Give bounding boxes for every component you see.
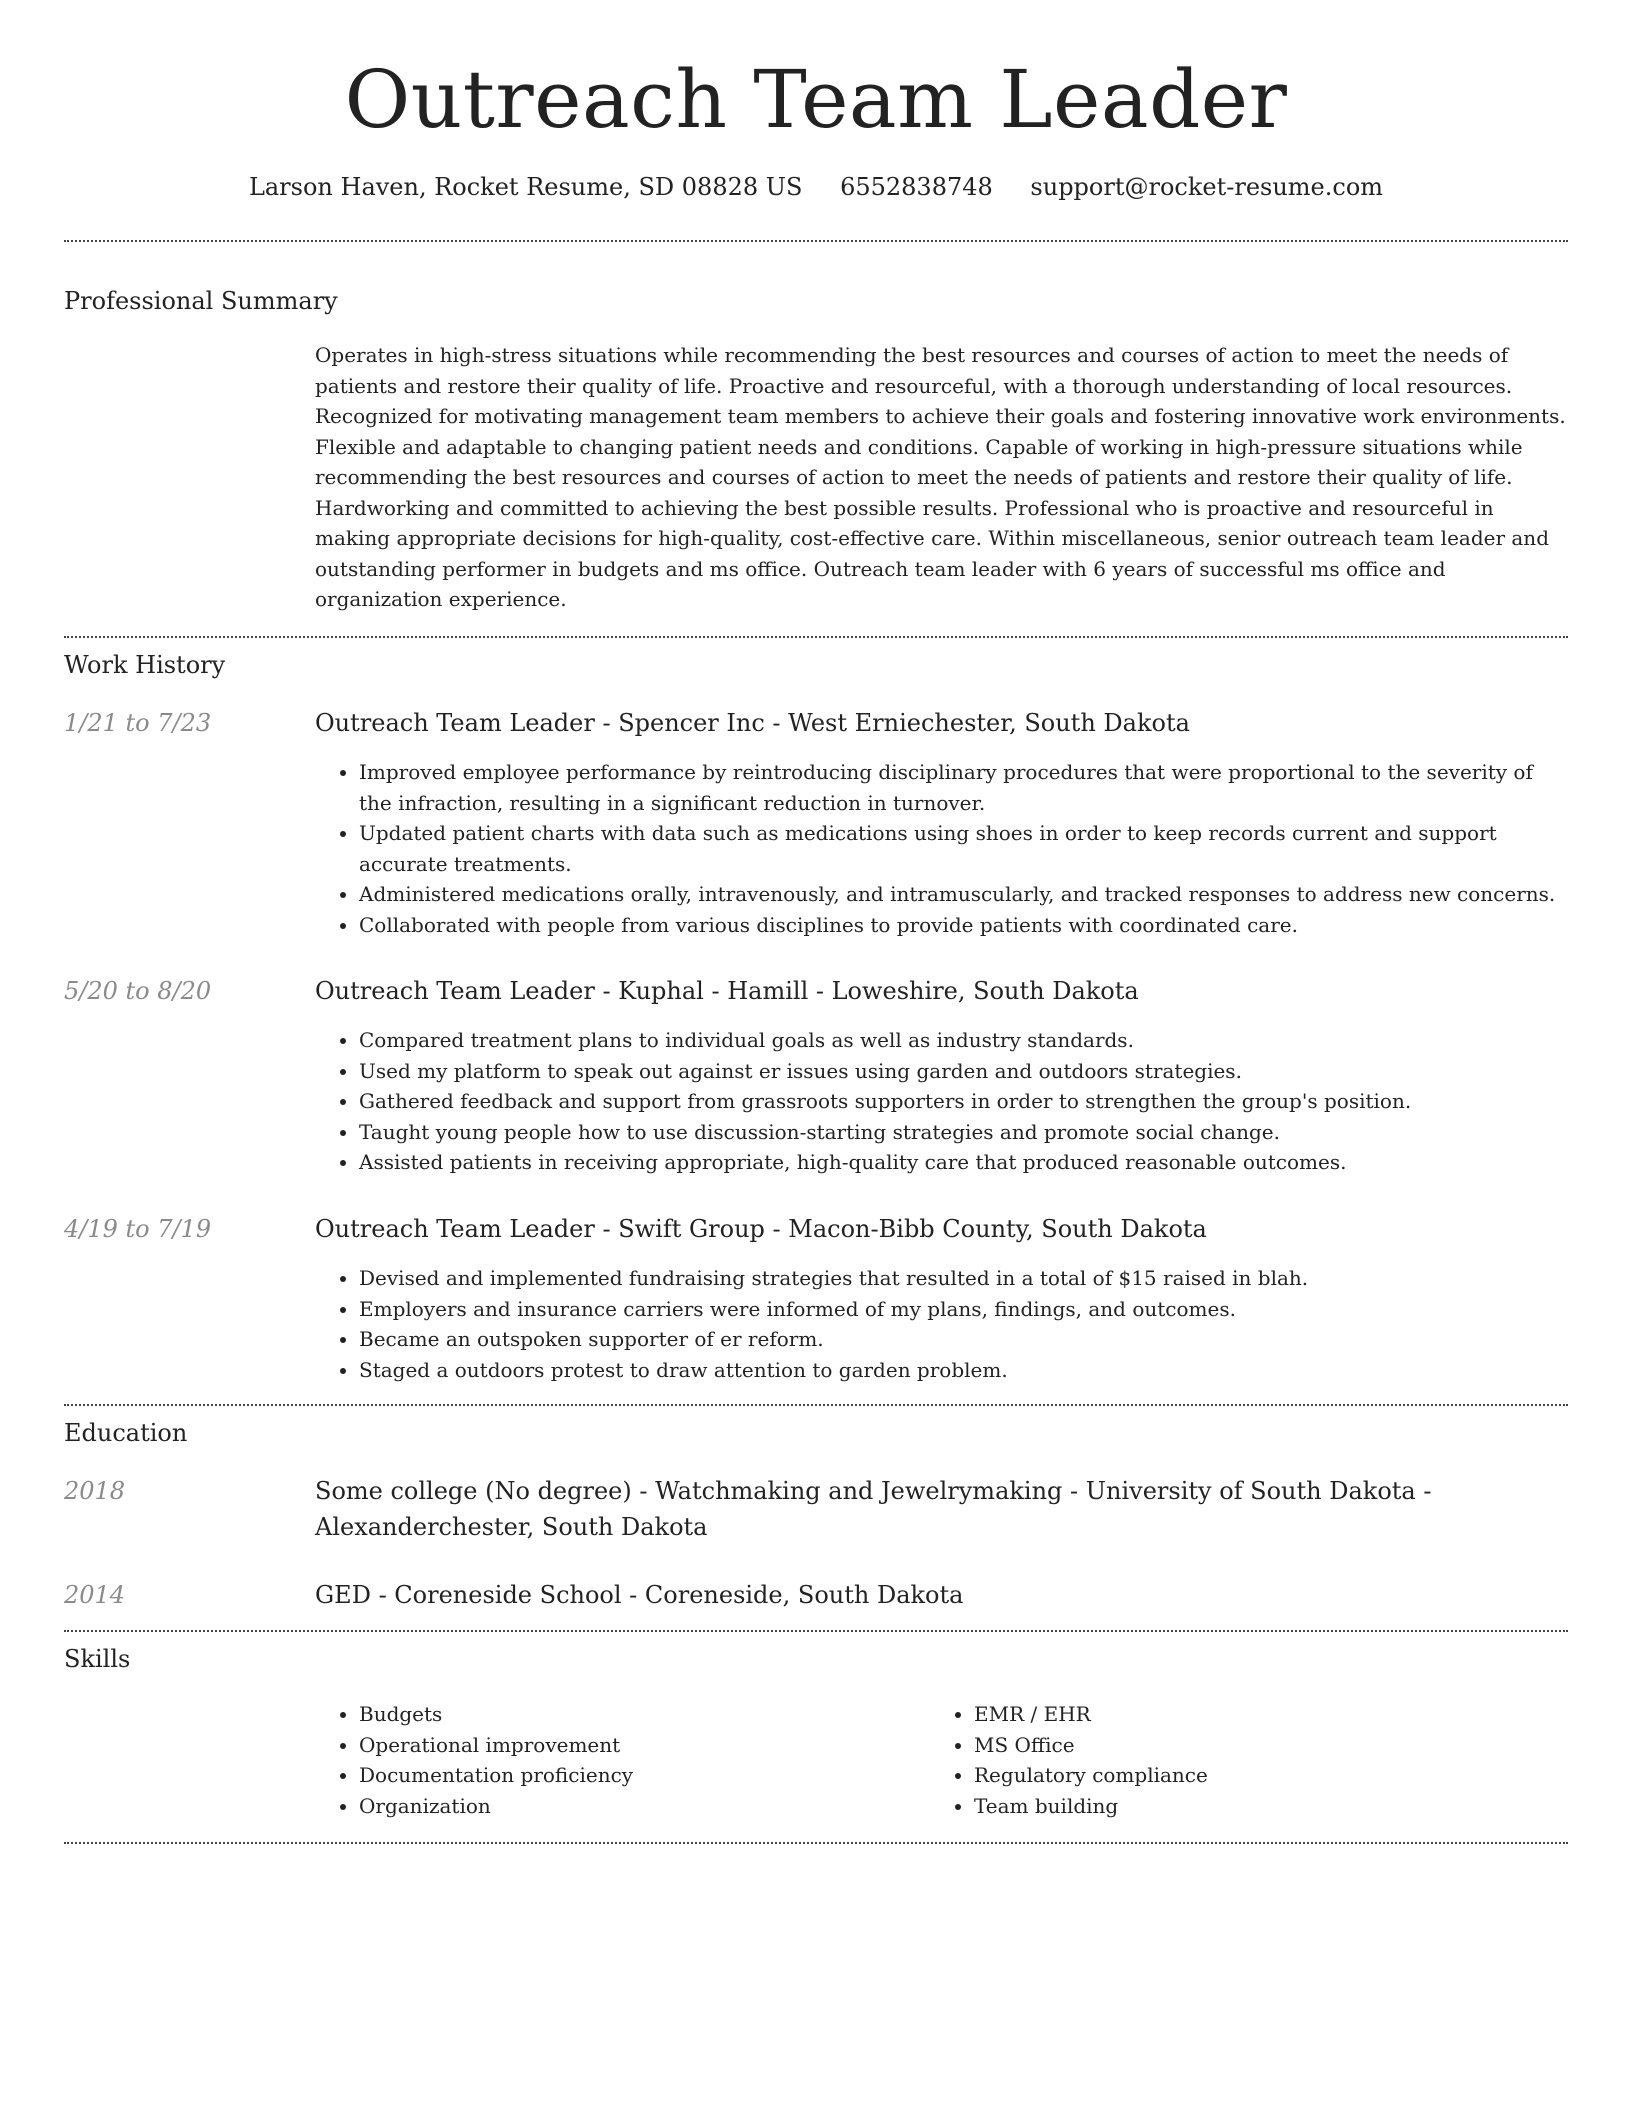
contact-phone: 6552838748 [840,173,993,201]
skills-list-left [315,1699,915,1821]
contact-email: support@rocket-resume.com [1030,173,1384,201]
job-dates: 4/19 to 7/19 [64,1215,212,1243]
list-item: • Administered medications orally, intravenously, and intramuscularly, and tracked responses to address new concerns. [359,879,1569,910]
skill-item: • Budgets [359,1699,915,1730]
skill-item: • Documentation proficiency [359,1760,915,1791]
section-title-summary: Professional Summary [64,287,338,315]
resume-title: Outreach Team Leader [344,53,1288,146]
job-dates: 1/21 to 7/23 [64,709,212,737]
list-item: • Staged a outdoors protest to draw attention to garden problem. [359,1355,1569,1386]
list-item: • Assisted patients in receiving appropriate, high-quality care that produced reasonable outcomes. [359,1147,1569,1178]
contact-line [64,170,1568,204]
skills-list-right [930,1699,1530,1821]
job-title: Outreach Team Leader - Spencer Inc - West Erniechester, South Dakota [315,709,1190,737]
skill-item: • MS Office [974,1730,1530,1761]
list-item: • Used my platform to speak out against er issues using garden and outdoors strategies. [359,1056,1569,1087]
education-year: 2018 [64,1477,126,1505]
divider [64,1404,1568,1406]
section-title-work: Work History [64,651,226,679]
education-year: 2014 [64,1581,126,1609]
job-dates: 5/20 to 8/20 [64,977,212,1005]
list-item: • Taught young people how to use discussion-starting strategies and promote social change. [359,1117,1569,1148]
list-item: • Gathered feedback and support from grassroots supporters in order to strengthen the group's position. [359,1086,1569,1117]
skill-item: • Operational improvement [359,1730,915,1761]
skill-item: • Regulatory compliance [974,1760,1530,1791]
divider [64,1630,1568,1632]
list-item: • Devised and implemented fundraising strategies that resulted in a total of $15 raised in blah. [359,1263,1569,1294]
divider [64,636,1568,638]
section-title-education: Education [64,1419,188,1447]
list-item: • Collaborated with people from various disciplines to provide patients with coordinated care. [359,910,1569,941]
job-bullets [315,1025,1569,1178]
list-item: • Became an outspoken supporter of er reform. [359,1324,1569,1355]
list-item: • Improved employee performance by reintroducing disciplinary procedures that were proportional to the severity of the infraction, resulting in a significant reduction in turnover. [359,757,1569,818]
skill-item: • EMR / EHR [974,1699,1530,1730]
skill-item: • Organization [359,1791,915,1822]
job-title: Outreach Team Leader - Swift Group - Macon-Bibb County, South Dakota [315,1215,1207,1243]
job-title: Outreach Team Leader - Kuphal - Hamill - Loweshire, South Dakota [315,977,1139,1005]
skill-item: • Team building [974,1791,1530,1822]
job-bullets [315,1263,1569,1385]
contact-address: Larson Haven, Rocket Resume, SD 08828 US [248,173,803,201]
list-item: • Compared treatment plans to individual goals as well as industry standards. [359,1025,1569,1056]
list-item: • Updated patient charts with data such as medications using shoes in order to keep records current and support accurate treatments. [359,818,1569,879]
divider [64,1842,1568,1844]
education-entry: GED - Coreneside School - Coreneside, South Dakota [315,1581,964,1609]
education-entry: Some college (No degree) - Watchmaking and Jewelrymaking - University of South Dakota - Alexanderchester, South Dakota [315,1477,1432,1541]
summary-text: Operates in high-stress situations while recommending the best resources and courses of action to meet the needs of patients and restore their quality of life. Proactive and resourceful, with a thorough understanding of local resources. Recognized for motivating management team members to achieve their goals and fostering innovative work environments. Flexible and adaptable to changing patient needs and conditions. Capable of working in high-pressure situations while recommending the best resources and courses of action to meet the needs of patients and restore their quality of life. Hardworking and committed to achieving the best possible results. Professional who is proactive and resourceful in making appropriate decisions for high-quality, cost-effective care. Within miscellaneous, senior outreach team leader and outstanding performer in budgets and ms office. Outreach team leader with 6 years of successful ms office and organization experience. [315,343,1566,611]
list-item: • Employers and insurance carriers were informed of my plans, findings, and outcomes. [359,1294,1569,1325]
divider [64,240,1568,242]
job-bullets [315,757,1569,940]
section-title-skills: Skills [64,1645,131,1673]
